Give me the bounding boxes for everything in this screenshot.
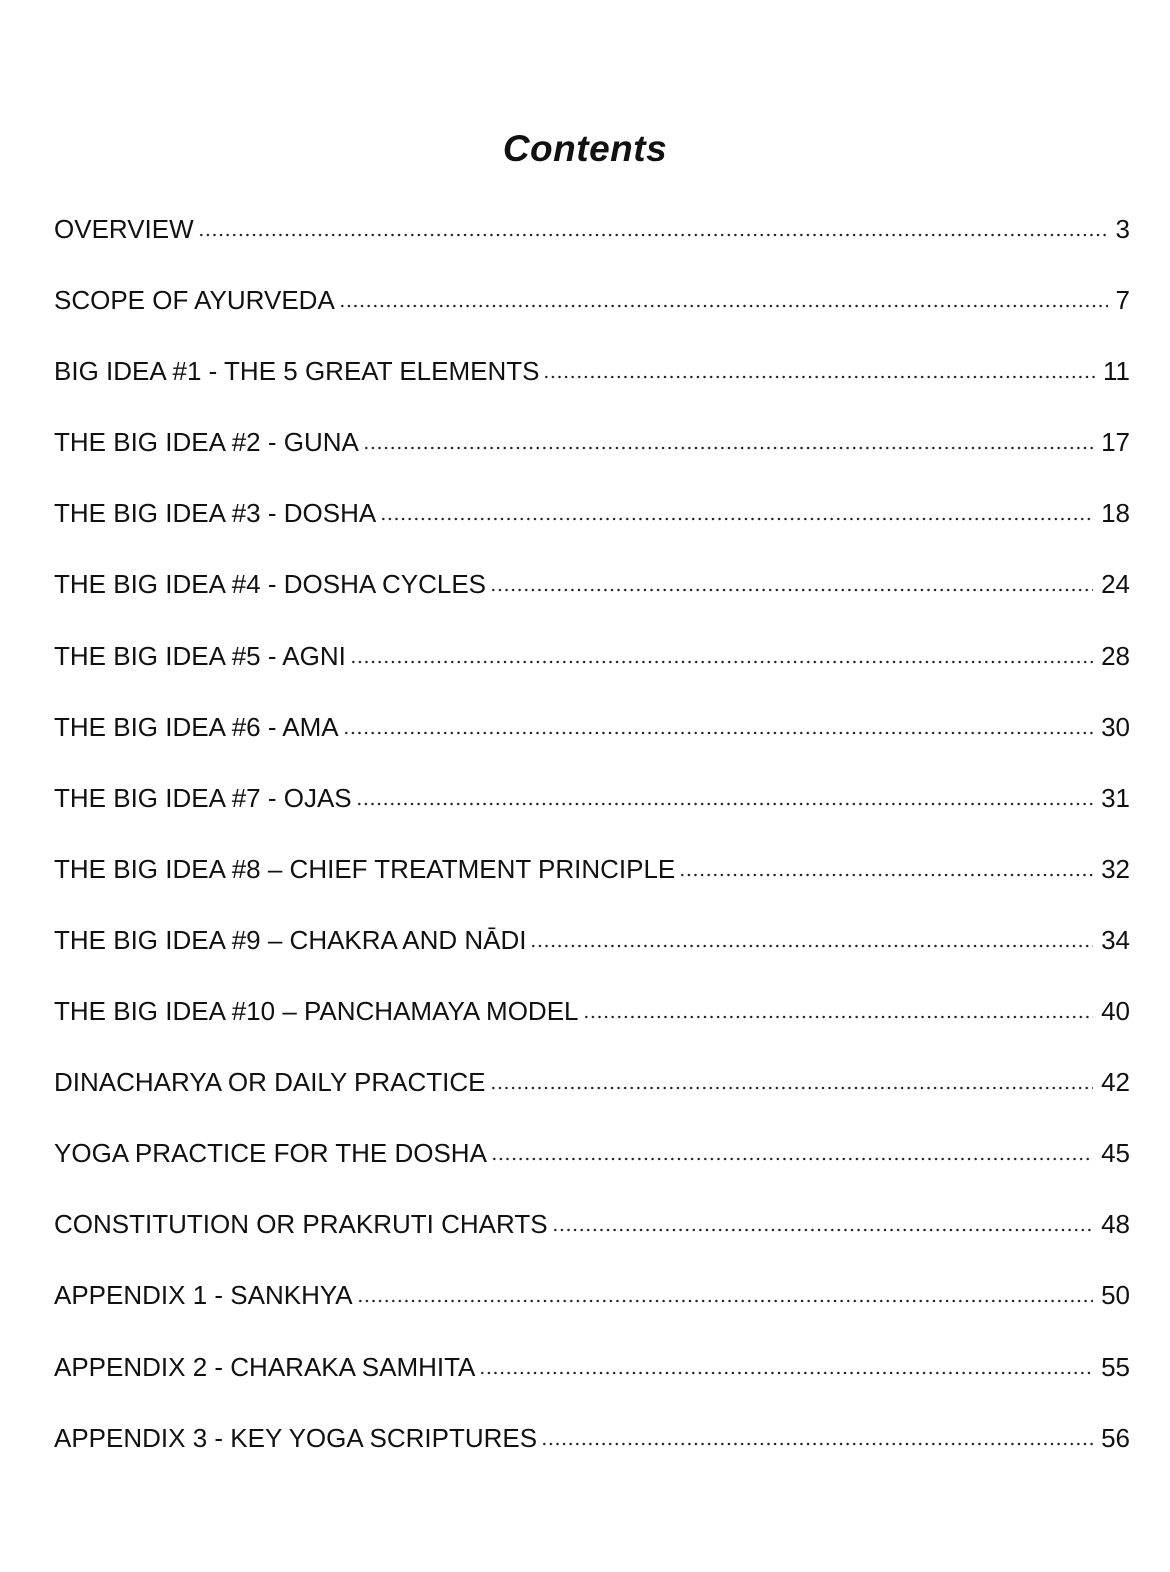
dot-leader bbox=[543, 356, 1095, 380]
toc-entry[interactable] bbox=[54, 773, 1130, 844]
toc-entry-label: DINACHARYA OR DAILY PRACTICE bbox=[54, 1067, 486, 1098]
toc-entry[interactable] bbox=[54, 1128, 1130, 1199]
toc-entry-label: THE BIG IDEA #9 – CHAKRA AND NĀDI bbox=[54, 924, 527, 955]
toc-entry-label: BIG IDEA #1 - THE 5 GREAT ELEMENTS bbox=[54, 356, 540, 387]
toc-entry[interactable] bbox=[54, 1199, 1130, 1270]
toc-page-number: 42 bbox=[1101, 1067, 1130, 1098]
toc-entry-label: YOGA PRACTICE FOR THE DOSHA bbox=[54, 1138, 487, 1169]
toc-page-number: 17 bbox=[1101, 427, 1130, 458]
dot-leader bbox=[356, 783, 1093, 807]
toc-entry[interactable] bbox=[54, 346, 1130, 417]
toc-page-number: 24 bbox=[1101, 569, 1130, 600]
dot-leader bbox=[198, 214, 1108, 238]
toc-entry-label: THE BIG IDEA #2 - GUNA bbox=[54, 427, 359, 458]
dot-leader bbox=[357, 1280, 1093, 1304]
toc-page-number: 3 bbox=[1115, 214, 1130, 244]
toc-page-number: 31 bbox=[1101, 782, 1130, 813]
toc-entry-label: THE BIG IDEA #5 - AGNI bbox=[54, 640, 346, 671]
toc-entry[interactable] bbox=[54, 702, 1130, 773]
toc-page-number: 7 bbox=[1115, 285, 1130, 316]
toc-page-number: 40 bbox=[1101, 996, 1130, 1027]
toc-entry[interactable] bbox=[54, 1270, 1130, 1341]
dot-leader bbox=[490, 1067, 1094, 1091]
toc-page-number: 45 bbox=[1101, 1138, 1130, 1169]
toc-entry[interactable] bbox=[54, 1413, 1130, 1484]
toc-entry-label: SCOPE OF AYURVEDA bbox=[54, 285, 335, 316]
toc-entry[interactable] bbox=[54, 915, 1130, 986]
toc-entry[interactable] bbox=[54, 631, 1130, 702]
toc-page-number: 18 bbox=[1101, 498, 1130, 529]
dot-leader bbox=[490, 569, 1093, 593]
toc-entry-label: OVERVIEW bbox=[54, 214, 194, 244]
toc-entry[interactable] bbox=[54, 559, 1130, 630]
dot-leader bbox=[679, 854, 1093, 878]
toc-entry[interactable] bbox=[54, 417, 1130, 488]
toc-entry-label: APPENDIX 1 - SANKHYA bbox=[54, 1280, 353, 1311]
toc-entry-label: CONSTITUTION OR PRAKRUTI CHARTS bbox=[54, 1209, 548, 1240]
toc-entry[interactable] bbox=[54, 844, 1130, 915]
toc-page-number: 50 bbox=[1101, 1280, 1130, 1311]
toc-page-number: 28 bbox=[1101, 640, 1130, 671]
toc-page-number: 55 bbox=[1101, 1351, 1130, 1382]
dot-leader bbox=[541, 1423, 1093, 1447]
toc-page-number: 34 bbox=[1101, 924, 1130, 955]
toc-entry[interactable] bbox=[54, 275, 1130, 346]
toc-entry-label: THE BIG IDEA #8 – CHIEF TREATMENT PRINCIPLE bbox=[54, 853, 676, 884]
dot-leader bbox=[530, 925, 1093, 949]
toc-page-number: 48 bbox=[1101, 1209, 1130, 1240]
toc-entry-label: THE BIG IDEA #6 - AMA bbox=[54, 711, 339, 742]
dot-leader bbox=[380, 498, 1093, 522]
toc-entry[interactable] bbox=[54, 1057, 1130, 1128]
toc-entry-label: APPENDIX 2 - CHARAKA SAMHITA bbox=[54, 1351, 476, 1382]
page-title: Contents bbox=[502, 128, 668, 169]
dot-leader bbox=[339, 285, 1108, 309]
toc-entry-label: APPENDIX 3 - KEY YOGA SCRIPTURES bbox=[54, 1422, 538, 1453]
toc-page-number: 56 bbox=[1101, 1422, 1130, 1453]
toc-entry-label: THE BIG IDEA #7 - OJAS bbox=[54, 782, 352, 813]
dot-leader bbox=[583, 996, 1094, 1020]
dot-leader bbox=[350, 641, 1093, 665]
toc-entry-label: THE BIG IDEA #10 – PANCHAMAYA MODEL bbox=[54, 996, 579, 1027]
toc-entry-label: THE BIG IDEA #4 - DOSHA CYCLES bbox=[54, 569, 487, 600]
table-of-contents bbox=[54, 204, 1130, 1484]
toc-entry[interactable] bbox=[54, 488, 1130, 559]
toc-page-number: 32 bbox=[1101, 853, 1130, 884]
toc-page-number: 11 bbox=[1103, 356, 1130, 387]
dot-leader bbox=[343, 712, 1093, 736]
toc-entry[interactable] bbox=[54, 204, 1130, 275]
toc-entry-label: THE BIG IDEA #3 - DOSHA bbox=[54, 498, 377, 529]
dot-leader bbox=[491, 1138, 1093, 1162]
dot-leader bbox=[479, 1352, 1093, 1376]
dot-leader bbox=[552, 1209, 1094, 1233]
toc-page-number: 30 bbox=[1101, 711, 1130, 742]
toc-entry[interactable] bbox=[54, 1342, 1130, 1413]
dot-leader bbox=[363, 427, 1093, 451]
toc-entry[interactable] bbox=[54, 986, 1130, 1057]
